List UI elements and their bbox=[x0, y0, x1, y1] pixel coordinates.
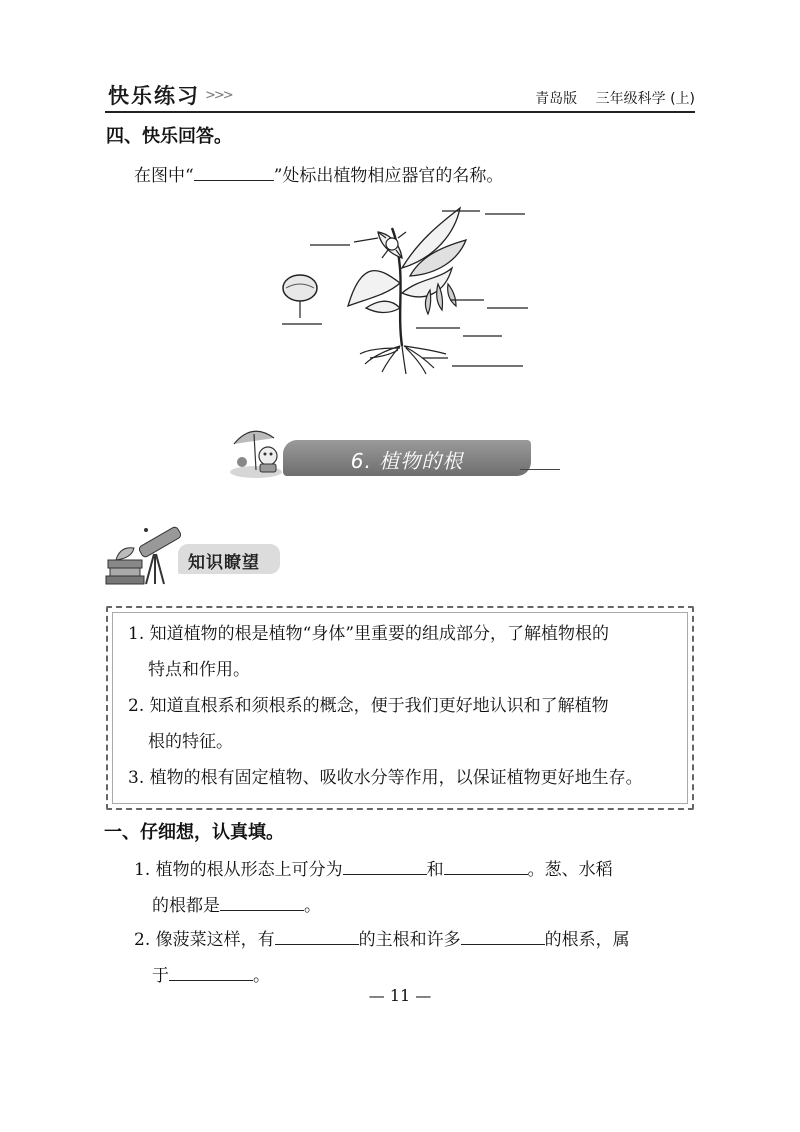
course-label: 三年级科学 (上) bbox=[595, 91, 695, 107]
workbook-title: 快乐练习 bbox=[108, 84, 200, 108]
header-arrows-icon: >>> bbox=[205, 88, 232, 103]
page-number: — 11 — bbox=[368, 986, 432, 1005]
label-leader-lines bbox=[282, 211, 528, 366]
question-text: 于 bbox=[152, 966, 169, 986]
question-text: 的根都是 bbox=[152, 896, 220, 916]
question-text: 的根系，属 bbox=[544, 930, 630, 950]
prompt-text-before: 在图中“ bbox=[134, 166, 194, 186]
seed-icon bbox=[283, 275, 317, 318]
question-2 bbox=[134, 922, 704, 994]
header-divider bbox=[105, 111, 695, 113]
answer-blank[interactable] bbox=[220, 892, 304, 911]
knowledge-heading: 知识瞭望 bbox=[188, 553, 260, 573]
mascot-icon bbox=[226, 422, 290, 482]
knowledge-item bbox=[128, 760, 684, 796]
knowledge-item bbox=[128, 616, 684, 688]
question-text: 。葱、水稻 bbox=[527, 860, 613, 880]
question-text: 1. 植物的根从形态上可分为 bbox=[134, 860, 343, 880]
answer-blank[interactable] bbox=[343, 856, 427, 875]
header-info bbox=[535, 88, 695, 108]
leaf-icon bbox=[348, 208, 466, 313]
knowledge-box bbox=[106, 606, 694, 810]
knowledge-item-line: 根的特征。 bbox=[148, 732, 233, 752]
section-four-heading: 四、快乐回答。 bbox=[106, 126, 232, 147]
section-one-heading: 一、仔细想，认真填。 bbox=[104, 822, 284, 843]
answer-blank[interactable] bbox=[169, 962, 253, 981]
publisher-label: 青岛版 bbox=[535, 91, 578, 107]
knowledge-item-line: 2. 知道直根系和须根系的概念，便于我们更好地认识和了解植物 bbox=[128, 696, 609, 716]
answer-blank[interactable] bbox=[461, 926, 545, 945]
knowledge-item-line: 1. 知道植物的根是植物“身体”里重要的组成部分，了解植物根的 bbox=[128, 624, 610, 644]
telescope-icon bbox=[104, 520, 188, 586]
knowledge-item-line: 特点和作用。 bbox=[148, 660, 250, 680]
root-icon bbox=[360, 346, 446, 374]
prompt-text-after: ”处标出植物相应器官的名称。 bbox=[273, 166, 504, 186]
question-text: 的主根和许多 bbox=[358, 930, 461, 950]
plant-illustration bbox=[270, 198, 540, 383]
knowledge-item-line: 3. 植物的根有固定植物、吸收水分等作用，以保证植物更好地生存。 bbox=[128, 768, 643, 788]
prompt-blank bbox=[194, 162, 274, 181]
chapter-title: 6. 植物的根 bbox=[350, 449, 464, 473]
banner-underline bbox=[520, 469, 560, 470]
question-text: 。 bbox=[304, 896, 321, 916]
question-text: 。 bbox=[253, 966, 270, 986]
question-text: 和 bbox=[426, 860, 444, 880]
answer-blank[interactable] bbox=[444, 856, 528, 875]
answer-blank[interactable] bbox=[275, 926, 359, 945]
question-text: 2. 像菠菜这样，有 bbox=[134, 930, 275, 950]
question-1 bbox=[134, 852, 704, 924]
section-four-prompt bbox=[134, 162, 503, 189]
knowledge-item bbox=[128, 688, 684, 760]
